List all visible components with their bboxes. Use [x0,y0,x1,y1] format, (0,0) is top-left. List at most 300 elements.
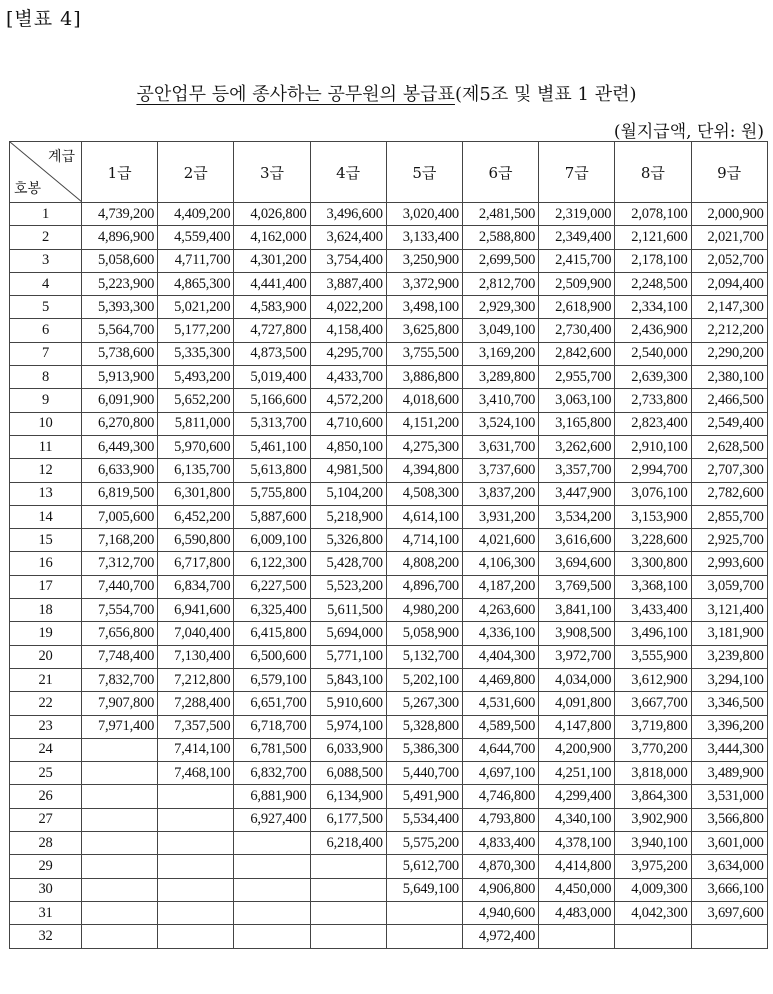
salary-cell: 2,380,100 [691,366,767,389]
salary-cell: 4,106,300 [462,552,538,575]
salary-cell: 2,842,600 [539,342,615,365]
salary-cell: 4,531,600 [462,692,538,715]
salary-cell: 2,415,700 [539,249,615,272]
salary-cell: 3,239,800 [691,645,767,668]
salary-cell: 3,837,200 [462,482,538,505]
salary-cell: 7,554,700 [82,599,158,622]
step-cell: 31 [10,901,82,924]
salary-cell: 5,335,300 [158,342,234,365]
salary-cell: 6,009,100 [234,529,310,552]
salary-cell: 7,907,800 [82,692,158,715]
salary-cell: 6,088,500 [310,762,386,785]
salary-cell: 3,887,400 [310,272,386,295]
salary-cell: 4,091,800 [539,692,615,715]
salary-cell: 4,340,100 [539,808,615,831]
salary-cell: 2,290,200 [691,342,767,365]
salary-cell: 5,326,800 [310,529,386,552]
step-cell: 5 [10,296,82,319]
salary-cell: 3,737,600 [462,459,538,482]
salary-cell: 4,833,400 [462,832,538,855]
salary-cell: 4,450,000 [539,878,615,901]
salary-cell: 3,289,800 [462,366,538,389]
salary-cell: 4,865,300 [158,272,234,295]
salary-cell: 4,808,200 [386,552,462,575]
salary-cell: 3,496,100 [615,622,691,645]
salary-cell: 3,631,700 [462,435,538,458]
salary-cell [82,738,158,761]
salary-cell: 4,034,000 [539,668,615,691]
salary-cell: 4,589,500 [462,715,538,738]
salary-cell: 5,910,600 [310,692,386,715]
salary-cell: 5,970,600 [158,435,234,458]
salary-cell: 4,981,500 [310,459,386,482]
table-row [10,692,768,715]
title-main: 공안업무 등에 종사하는 공무원의 봉급표 [136,84,455,105]
salary-cell: 5,613,800 [234,459,310,482]
step-cell: 21 [10,668,82,691]
salary-cell [158,855,234,878]
step-cell: 17 [10,575,82,598]
salary-cell: 7,832,700 [82,668,158,691]
table-row [10,622,768,645]
salary-cell: 4,394,800 [386,459,462,482]
salary-cell: 2,549,400 [691,412,767,435]
salary-cell: 3,534,200 [539,505,615,528]
salary-cell: 6,135,700 [158,459,234,482]
table-row [10,738,768,761]
salary-cell [82,878,158,901]
step-cell: 28 [10,832,82,855]
salary-cell: 7,656,800 [82,622,158,645]
salary-table-body [10,203,768,949]
salary-cell: 5,202,100 [386,668,462,691]
salary-cell: 5,575,200 [386,832,462,855]
salary-cell [691,925,767,948]
salary-cell: 2,212,200 [691,319,767,342]
salary-cell: 2,319,000 [539,203,615,226]
salary-cell: 5,428,700 [310,552,386,575]
salary-cell: 6,134,900 [310,785,386,808]
table-row [10,319,768,342]
salary-cell: 6,834,700 [158,575,234,598]
salary-cell: 5,913,900 [82,366,158,389]
step-cell: 24 [10,738,82,761]
salary-cell: 4,972,400 [462,925,538,948]
salary-cell: 5,393,300 [82,296,158,319]
salary-cell [615,925,691,948]
table-row [10,715,768,738]
salary-cell: 2,334,100 [615,296,691,319]
salary-cell: 3,902,900 [615,808,691,831]
salary-cell: 4,508,300 [386,482,462,505]
salary-cell: 3,975,200 [615,855,691,878]
salary-cell: 6,718,700 [234,715,310,738]
salary-cell: 3,063,100 [539,389,615,412]
salary-cell: 3,624,400 [310,226,386,249]
salary-cell: 3,169,200 [462,342,538,365]
grade-axis-label: 계급 [47,149,75,165]
salary-cell: 4,441,400 [234,272,310,295]
salary-cell: 5,493,200 [158,366,234,389]
salary-cell: 3,566,800 [691,808,767,831]
salary-cell: 3,864,300 [615,785,691,808]
salary-cell: 5,612,700 [386,855,462,878]
salary-cell: 6,122,300 [234,552,310,575]
salary-cell: 3,059,700 [691,575,767,598]
salary-cell: 2,178,100 [615,249,691,272]
salary-cell: 4,187,200 [462,575,538,598]
salary-cell [386,925,462,948]
salary-cell: 5,058,900 [386,622,462,645]
salary-cell: 5,328,800 [386,715,462,738]
salary-cell: 6,270,800 [82,412,158,435]
salary-cell: 2,925,700 [691,529,767,552]
salary-cell: 2,993,600 [691,552,767,575]
salary-cell [82,762,158,785]
salary-cell: 4,433,700 [310,366,386,389]
salary-cell: 3,228,600 [615,529,691,552]
salary-cell [386,901,462,924]
salary-cell: 4,727,800 [234,319,310,342]
salary-cell: 3,020,400 [386,203,462,226]
salary-cell: 7,312,700 [82,552,158,575]
salary-cell: 3,489,900 [691,762,767,785]
salary-cell: 4,896,900 [82,226,158,249]
salary-cell: 6,819,500 [82,482,158,505]
grade-header: 6급 [462,142,538,203]
salary-cell: 7,748,400 [82,645,158,668]
salary-cell: 2,078,100 [615,203,691,226]
unit-note: (월지급액, 단위: 원) [613,122,764,142]
salary-cell: 2,349,400 [539,226,615,249]
salary-cell: 5,738,600 [82,342,158,365]
salary-cell: 5,523,200 [310,575,386,598]
salary-cell: 5,534,400 [386,808,462,831]
salary-cell: 3,667,700 [615,692,691,715]
salary-cell: 2,052,700 [691,249,767,272]
table-row [10,832,768,855]
salary-cell: 7,040,400 [158,622,234,645]
salary-cell: 2,000,900 [691,203,767,226]
salary-cell: 6,881,900 [234,785,310,808]
salary-cell: 4,714,100 [386,529,462,552]
table-row [10,435,768,458]
salary-cell: 3,049,100 [462,319,538,342]
salary-cell: 3,357,700 [539,459,615,482]
salary-cell: 5,843,100 [310,668,386,691]
table-row [10,226,768,249]
salary-cell: 6,033,900 [310,738,386,761]
grade-header: 2급 [158,142,234,203]
salary-cell [82,855,158,878]
salary-cell: 3,121,400 [691,599,767,622]
salary-cell: 6,415,800 [234,622,310,645]
salary-cell: 5,267,300 [386,692,462,715]
salary-cell: 7,440,700 [82,575,158,598]
salary-cell: 4,275,300 [386,435,462,458]
document-title [0,80,773,106]
salary-cell: 4,021,600 [462,529,538,552]
salary-cell: 3,165,800 [539,412,615,435]
step-cell: 25 [10,762,82,785]
salary-cell: 5,564,700 [82,319,158,342]
salary-cell: 6,177,500 [310,808,386,831]
salary-cell [158,878,234,901]
salary-cell: 3,076,100 [615,482,691,505]
grade-header: 1급 [82,142,158,203]
salary-cell [82,832,158,855]
step-cell: 19 [10,622,82,645]
step-cell: 12 [10,459,82,482]
salary-cell: 2,588,800 [462,226,538,249]
salary-cell: 3,972,700 [539,645,615,668]
table-row [10,599,768,622]
salary-cell: 3,666,100 [691,878,767,901]
salary-cell: 2,618,900 [539,296,615,319]
table-row [10,366,768,389]
table-row [10,925,768,948]
salary-cell [158,901,234,924]
salary-cell: 6,091,900 [82,389,158,412]
step-cell: 13 [10,482,82,505]
step-cell: 32 [10,925,82,948]
table-row [10,342,768,365]
salary-cell: 3,940,100 [615,832,691,855]
salary-cell [82,901,158,924]
step-cell: 6 [10,319,82,342]
table-row [10,505,768,528]
salary-cell: 3,531,000 [691,785,767,808]
salary-cell: 3,262,600 [539,435,615,458]
corner-cell [10,142,82,203]
salary-cell: 3,498,100 [386,296,462,319]
salary-cell: 7,288,400 [158,692,234,715]
salary-cell: 4,251,100 [539,762,615,785]
salary-cell: 4,896,700 [386,575,462,598]
salary-cell: 5,694,000 [310,622,386,645]
salary-cell: 2,021,700 [691,226,767,249]
salary-cell: 5,223,900 [82,272,158,295]
salary-cell: 3,931,200 [462,505,538,528]
step-cell: 9 [10,389,82,412]
salary-cell: 4,572,200 [310,389,386,412]
salary-cell [158,785,234,808]
salary-cell: 5,313,700 [234,412,310,435]
salary-cell: 4,018,600 [386,389,462,412]
grade-header: 7급 [539,142,615,203]
salary-cell: 3,294,100 [691,668,767,691]
salary-cell: 3,886,800 [386,366,462,389]
salary-cell: 6,717,800 [158,552,234,575]
step-cell: 18 [10,599,82,622]
salary-cell: 4,299,400 [539,785,615,808]
salary-cell [158,808,234,831]
salary-cell: 7,468,100 [158,762,234,785]
step-cell: 15 [10,529,82,552]
salary-cell: 4,158,400 [310,319,386,342]
salary-cell [158,925,234,948]
salary-cell: 3,754,400 [310,249,386,272]
salary-cell: 3,841,100 [539,599,615,622]
table-row [10,459,768,482]
title-suffix: (제5조 및 별표 1 관련) [454,84,637,105]
salary-cell: 6,449,300 [82,435,158,458]
salary-cell: 6,301,800 [158,482,234,505]
salary-cell: 3,601,000 [691,832,767,855]
salary-cell: 2,910,100 [615,435,691,458]
salary-cell: 2,639,300 [615,366,691,389]
salary-cell: 4,022,200 [310,296,386,319]
step-cell: 3 [10,249,82,272]
step-cell: 26 [10,785,82,808]
salary-cell: 4,162,000 [234,226,310,249]
salary-cell [82,808,158,831]
salary-cell: 2,733,800 [615,389,691,412]
salary-cell: 7,212,800 [158,668,234,691]
salary-cell: 4,614,100 [386,505,462,528]
step-cell: 10 [10,412,82,435]
salary-cell: 5,132,700 [386,645,462,668]
table-row [10,552,768,575]
salary-cell [310,901,386,924]
salary-cell: 4,793,800 [462,808,538,831]
salary-cell [234,855,310,878]
step-cell: 8 [10,366,82,389]
table-row [10,575,768,598]
salary-cell: 3,697,600 [691,901,767,924]
salary-cell: 4,870,300 [462,855,538,878]
salary-cell: 2,855,700 [691,505,767,528]
table-row [10,901,768,924]
salary-cell [158,832,234,855]
salary-cell: 6,927,400 [234,808,310,831]
salary-cell: 5,652,200 [158,389,234,412]
salary-cell: 4,739,200 [82,203,158,226]
salary-cell: 2,481,500 [462,203,538,226]
salary-cell: 3,372,900 [386,272,462,295]
step-cell: 7 [10,342,82,365]
table-row [10,412,768,435]
salary-cell: 5,177,200 [158,319,234,342]
salary-cell: 5,491,900 [386,785,462,808]
salary-cell: 4,710,600 [310,412,386,435]
salary-cell: 4,414,800 [539,855,615,878]
grade-header: 8급 [615,142,691,203]
step-cell: 14 [10,505,82,528]
salary-cell: 3,133,400 [386,226,462,249]
salary-cell [310,855,386,878]
salary-cell: 5,104,200 [310,482,386,505]
table-row [10,855,768,878]
salary-cell: 4,378,100 [539,832,615,855]
salary-cell: 4,850,100 [310,435,386,458]
salary-cell: 6,781,500 [234,738,310,761]
salary-cell: 4,404,300 [462,645,538,668]
salary-cell: 6,832,700 [234,762,310,785]
salary-cell: 3,770,200 [615,738,691,761]
salary-cell: 3,818,000 [615,762,691,785]
salary-cell: 4,469,800 [462,668,538,691]
salary-cell: 6,325,400 [234,599,310,622]
salary-cell [82,785,158,808]
step-cell: 1 [10,203,82,226]
salary-cell: 4,644,700 [462,738,538,761]
salary-cell: 2,466,500 [691,389,767,412]
salary-cell: 2,248,500 [615,272,691,295]
step-axis-label: 호봉 [14,181,42,197]
table-row [10,878,768,901]
salary-cell: 2,147,300 [691,296,767,319]
salary-cell [539,925,615,948]
table-row [10,785,768,808]
step-cell: 23 [10,715,82,738]
salary-cell: 4,026,800 [234,203,310,226]
salary-cell: 3,719,800 [615,715,691,738]
salary-cell: 4,263,600 [462,599,538,622]
salary-cell: 4,042,300 [615,901,691,924]
salary-cell [310,878,386,901]
salary-cell: 5,461,100 [234,435,310,458]
salary-cell: 3,447,900 [539,482,615,505]
salary-cell: 2,812,700 [462,272,538,295]
grade-header: 4급 [310,142,386,203]
table-row [10,272,768,295]
salary-cell: 3,694,600 [539,552,615,575]
annex-label: [별표 4] [6,8,82,30]
salary-cell: 3,755,500 [386,342,462,365]
salary-cell: 4,940,600 [462,901,538,924]
table-row [10,529,768,552]
salary-cell: 3,444,300 [691,738,767,761]
salary-cell: 4,336,100 [462,622,538,645]
salary-cell: 5,021,200 [158,296,234,319]
salary-cell: 4,559,400 [158,226,234,249]
salary-cell: 4,147,800 [539,715,615,738]
table-row [10,645,768,668]
salary-cell: 5,218,900 [310,505,386,528]
salary-cell: 2,929,300 [462,296,538,319]
step-cell: 29 [10,855,82,878]
salary-cell: 5,649,100 [386,878,462,901]
salary-cell: 6,227,500 [234,575,310,598]
step-cell: 11 [10,435,82,458]
salary-cell: 7,168,200 [82,529,158,552]
salary-cell: 3,555,900 [615,645,691,668]
table-row [10,808,768,831]
salary-cell: 2,540,000 [615,342,691,365]
table-row [10,668,768,691]
salary-cell: 2,730,400 [539,319,615,342]
salary-cell: 5,974,100 [310,715,386,738]
salary-cell: 7,130,400 [158,645,234,668]
step-cell: 2 [10,226,82,249]
salary-cell [234,832,310,855]
salary-cell: 2,699,500 [462,249,538,272]
salary-cell: 3,625,800 [386,319,462,342]
salary-cell: 4,295,700 [310,342,386,365]
salary-cell: 4,906,800 [462,878,538,901]
salary-cell: 5,058,600 [82,249,158,272]
salary-cell: 4,151,200 [386,412,462,435]
step-cell: 20 [10,645,82,668]
salary-cell: 6,590,800 [158,529,234,552]
salary-cell: 6,651,700 [234,692,310,715]
salary-cell: 6,941,600 [158,599,234,622]
step-cell: 27 [10,808,82,831]
step-cell: 16 [10,552,82,575]
salary-cell: 4,483,000 [539,901,615,924]
salary-cell: 3,908,500 [539,622,615,645]
